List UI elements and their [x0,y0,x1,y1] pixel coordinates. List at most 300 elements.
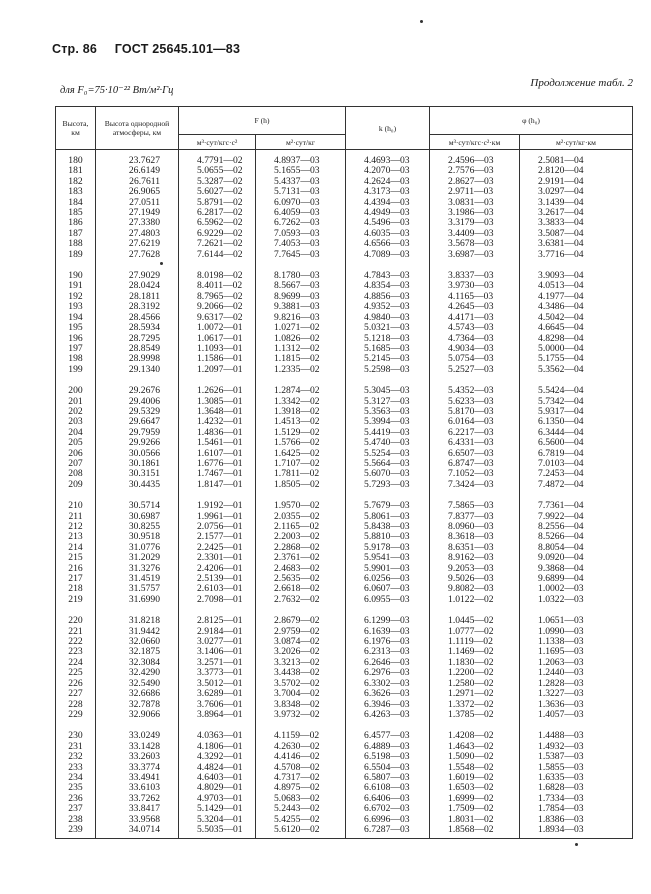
cell-homogeneous: 30.9518 [96,532,179,542]
cell-homogeneous: 28.8549 [96,344,179,354]
cell-phi2: 4.3486—04 [520,302,633,312]
cell-k: 5.8438—03 [346,522,430,532]
cell-phi2: 1.2828—03 [520,679,633,689]
cell-homogeneous: 27.6219 [96,239,179,249]
cell-k: 4.4949—03 [346,208,430,218]
cell-F2: 4.4146—02 [256,752,346,762]
cell-homogeneous: 31.0776 [96,543,179,553]
cell-phi1: 9.2053—03 [430,564,520,574]
cell-phi2: 7.2453—04 [520,469,633,479]
cell-phi2: 5.3562—04 [520,365,633,375]
cell-homogeneous: 32.5490 [96,679,179,689]
cell-height: 188 [56,239,96,249]
cell-k: 6.5198—03 [346,752,430,762]
cell-F1: 1.2097—01 [179,365,256,375]
cell-height: 224 [56,658,96,668]
cell-F2: 2.4683—02 [256,564,346,574]
cell-F1: 3.2571—01 [179,658,256,668]
cell-phi1: 1.0777—02 [430,627,520,637]
table-row [56,480,633,490]
col-header-phi-unit2: м²·сут/кг·км [520,135,633,150]
cell-k: 5.6070—03 [346,469,430,479]
cell-homogeneous: 28.4566 [96,313,179,323]
cell-k: 5.1685—03 [346,344,430,354]
cell-k: 6.0256—03 [346,574,430,584]
cell-F2: 1.5129—02 [256,428,346,438]
cell-phi2: 6.3444—04 [520,428,633,438]
cell-F2: 2.1165—02 [256,522,346,532]
cell-F1: 5.0655—02 [179,166,256,176]
page-header [52,42,254,56]
cell-F1: 5.1429—01 [179,804,256,814]
cell-phi1: 1.6999—02 [430,794,520,804]
cell-F2: 1.9570—02 [256,501,346,511]
cell-phi1: 6.0164—03 [430,417,520,427]
cell-homogeneous: 30.5714 [96,501,179,511]
cell-homogeneous: 29.1340 [96,365,179,375]
cell-height: 212 [56,522,96,532]
cell-F2: 7.0593—03 [256,229,346,239]
cell-F2: 5.0683—02 [256,794,346,804]
continuation-label: Продолжение табл. 2 [530,77,633,89]
cell-k: 6.6108—03 [346,783,430,793]
cell-phi1: 3.3179—03 [430,218,520,228]
cell-homogeneous: 30.4435 [96,480,179,490]
cell-F1: 2.1577—01 [179,532,256,542]
cell-F2: 1.7811—02 [256,469,346,479]
cell-phi2: 3.0297—04 [520,187,633,197]
table-row [56,386,633,396]
cell-phi1: 6.6507—03 [430,449,520,459]
cell-phi1: 7.3424—03 [430,480,520,490]
cell-height: 205 [56,438,96,448]
cell-k: 6.3626—03 [346,689,430,699]
cell-homogeneous: 28.5934 [96,323,179,333]
cell-k: 6.0607—03 [346,584,430,594]
scan-speck [160,262,163,265]
cell-phi1: 1.2580—02 [430,679,520,689]
cell-phi1: 1.8568—02 [430,825,520,839]
cell-F1: 2.8125—01 [179,616,256,626]
cell-phi2: 2.5081—04 [520,156,633,166]
cell-height: 239 [56,825,96,839]
cell-phi1: 2.4596—03 [430,156,520,166]
col-header-height: Высота, км [56,107,96,150]
cell-height: 236 [56,794,96,804]
cell-phi1: 3.1986—03 [430,208,520,218]
cell-phi2: 1.2063—03 [520,658,633,668]
cell-height: 200 [56,386,96,396]
cell-k: 6.4577—03 [346,731,430,741]
cell-phi1: 2.7576—03 [430,166,520,176]
cell-F2: 1.1312—02 [256,344,346,354]
cell-F1: 2.5139—01 [179,574,256,584]
cell-phi2: 1.0651—03 [520,616,633,626]
table-row [56,323,633,333]
cell-F1: 1.5461—01 [179,438,256,448]
cell-phi2: 1.8386—03 [520,815,633,825]
cell-F2: 1.2874—02 [256,386,346,396]
cell-phi2: 1.3636—03 [520,700,633,710]
cell-homogeneous: 32.6686 [96,689,179,699]
cell-height: 229 [56,710,96,720]
cell-phi2: 1.3227—03 [520,689,633,699]
scan-speck [420,20,423,23]
cell-phi2: 3.6381—04 [520,239,633,249]
cell-phi2: 5.1755—04 [520,354,633,364]
cell-homogeneous: 33.7262 [96,794,179,804]
cell-phi2: 4.0513—04 [520,281,633,291]
cell-phi1: 1.1119—02 [430,637,520,647]
cell-homogeneous: 27.9029 [96,271,179,281]
cell-k: 6.4889—03 [346,742,430,752]
cell-height: 218 [56,584,96,594]
cell-homogeneous: 28.3192 [96,302,179,312]
cell-F1: 9.6317—02 [179,313,256,323]
cell-height: 190 [56,271,96,281]
cell-phi1: 1.0122—02 [430,595,520,605]
cell-F1: 4.7791—02 [179,156,256,166]
cell-height: 185 [56,208,96,218]
cell-F2: 4.5708—02 [256,763,346,773]
cell-phi2: 8.5266—04 [520,532,633,542]
cell-homogeneous: 28.7295 [96,334,179,344]
cell-F2: 3.2026—02 [256,647,346,657]
data-table-wrapper [55,106,633,839]
cell-homogeneous: 31.4519 [96,574,179,584]
cell-homogeneous: 33.9568 [96,815,179,825]
cell-phi2: 7.0103—04 [520,459,633,469]
cell-F1: 1.9192—01 [179,501,256,511]
cell-F1: 1.4836—01 [179,428,256,438]
cell-height: 201 [56,397,96,407]
cell-F2: 2.8679—02 [256,616,346,626]
cell-phi1: 4.4171—03 [430,313,520,323]
cell-F1: 3.8964—01 [179,710,256,720]
cell-homogeneous: 28.1811 [96,292,179,302]
cell-F2: 7.4053—03 [256,239,346,249]
cell-F2: 4.7317—02 [256,773,346,783]
cell-F1: 1.1093—01 [179,344,256,354]
cell-F1: 1.9961—01 [179,512,256,522]
cell-F2: 2.7632—02 [256,595,346,605]
cell-k: 6.2646—03 [346,658,430,668]
cell-k: 5.5254—03 [346,449,430,459]
cell-phi1: 5.4352—03 [430,386,520,396]
table-row [56,710,633,720]
cell-phi2: 3.3833—04 [520,218,633,228]
cell-homogeneous: 27.3380 [96,218,179,228]
cell-height: 237 [56,804,96,814]
cell-homogeneous: 31.3276 [96,564,179,574]
cell-k: 6.5807—03 [346,773,430,783]
cell-height: 194 [56,313,96,323]
cell-height: 214 [56,543,96,553]
cell-phi2: 1.8934—03 [520,825,633,839]
cell-phi1: 8.3618—03 [430,532,520,542]
cell-homogeneous: 32.3084 [96,658,179,668]
cell-phi2: 3.1439—04 [520,198,633,208]
cell-phi1: 1.2971—02 [430,689,520,699]
cell-k: 6.2976—03 [346,668,430,678]
cell-homogeneous: 30.6987 [96,512,179,522]
cell-F1: 3.7606—01 [179,700,256,710]
cell-phi1: 2.9711—03 [430,187,520,197]
cell-phi1: 1.4208—02 [430,731,520,741]
cell-height: 230 [56,731,96,741]
cell-k: 5.1218—03 [346,334,430,344]
cell-phi1: 9.8082—03 [430,584,520,594]
cell-phi1: 4.2645—03 [430,302,520,312]
cell-phi1: 1.0445—02 [430,616,520,626]
cell-phi2: 4.8298—04 [520,334,633,344]
cell-k: 4.8856—03 [346,292,430,302]
cell-phi2: 3.5087—04 [520,229,633,239]
cell-homogeneous: 33.6103 [96,783,179,793]
cell-homogeneous: 31.5757 [96,584,179,594]
cell-phi2: 9.0920—04 [520,553,633,563]
data-table [55,106,633,839]
cell-F1: 8.7965—02 [179,292,256,302]
cell-height: 219 [56,595,96,605]
cell-F1: 5.3287—02 [179,177,256,187]
cell-F2: 3.8348—02 [256,700,346,710]
cell-phi2: 1.1695—03 [520,647,633,657]
cell-F1: 4.6403—01 [179,773,256,783]
cell-height: 183 [56,187,96,197]
cell-phi1: 1.6019—02 [430,773,520,783]
cell-homogeneous: 30.0566 [96,449,179,459]
cell-F1: 1.6776—01 [179,459,256,469]
cell-phi2: 1.4057—03 [520,710,633,720]
cell-height: 180 [56,156,96,166]
cell-homogeneous: 32.0660 [96,637,179,647]
cell-k: 6.1299—03 [346,616,430,626]
cell-height: 186 [56,218,96,228]
cell-phi1: 1.3785—02 [430,710,520,720]
cell-k: 5.5664—03 [346,459,430,469]
cell-phi1: 1.3372—02 [430,700,520,710]
cell-phi1: 1.1469—02 [430,647,520,657]
cell-phi2: 3.7716—04 [520,250,633,260]
cell-F2: 1.2335—02 [256,365,346,375]
cell-phi1: 4.9034—03 [430,344,520,354]
col-header-F-unit1: м³·сут/кгс·с² [179,135,256,150]
cell-phi2: 7.9922—04 [520,512,633,522]
cell-F1: 2.6103—01 [179,584,256,594]
cell-homogeneous: 31.6990 [96,595,179,605]
cell-phi2: 9.6899—04 [520,574,633,584]
cell-phi2: 6.1350—04 [520,417,633,427]
cell-k: 5.8061—03 [346,512,430,522]
col-header-F: F (h) [179,107,346,135]
cell-height: 223 [56,647,96,657]
cell-height: 198 [56,354,96,364]
cell-height: 187 [56,229,96,239]
cell-homogeneous: 30.3151 [96,469,179,479]
cell-k: 4.7089—03 [346,250,430,260]
cell-homogeneous: 26.9065 [96,187,179,197]
cell-F1: 1.4232—01 [179,417,256,427]
cell-F2: 3.0874—02 [256,637,346,647]
cell-phi1: 3.0831—03 [430,198,520,208]
cell-F1: 3.3773—01 [179,668,256,678]
cell-k: 5.8810—03 [346,532,430,542]
cell-F2: 5.6120—02 [256,825,346,839]
cell-height: 222 [56,637,96,647]
cell-phi1: 1.6503—02 [430,783,520,793]
cell-height: 202 [56,407,96,417]
cell-height: 233 [56,763,96,773]
cell-F1: 3.6289—01 [179,689,256,699]
cell-homogeneous: 32.4290 [96,668,179,678]
cell-F1: 8.4011—02 [179,281,256,291]
cell-homogeneous: 27.7628 [96,250,179,260]
cell-homogeneous: 29.2676 [96,386,179,396]
cell-k: 4.8354—03 [346,281,430,291]
cell-homogeneous: 33.1428 [96,742,179,752]
cell-homogeneous: 33.0249 [96,731,179,741]
cell-phi2: 1.2440—03 [520,668,633,678]
cell-homogeneous: 32.1875 [96,647,179,657]
cell-F2: 2.5635—02 [256,574,346,584]
cell-F2: 1.5766—02 [256,438,346,448]
cell-F2: 9.3881—03 [256,302,346,312]
cell-phi1: 8.0960—03 [430,522,520,532]
cell-k: 4.2624—03 [346,177,430,187]
cell-F2: 7.7645—03 [256,250,346,260]
cell-F2: 2.0355—02 [256,512,346,522]
cell-k: 6.2313—03 [346,647,430,657]
cell-k: 6.6996—03 [346,815,430,825]
cell-height: 189 [56,250,96,260]
table-row [56,250,633,260]
col-header-phi-unit1: м³·сут/кгс·с²·км [430,135,520,150]
cell-F1: 1.2626—01 [179,386,256,396]
cell-phi2: 6.5600—04 [520,438,633,448]
cell-height: 209 [56,480,96,490]
cell-F2: 1.7107—02 [256,459,346,469]
cell-height: 204 [56,428,96,438]
cell-phi1: 2.8627—03 [430,177,520,187]
cell-phi2: 8.2556—04 [520,522,633,532]
cell-height: 203 [56,417,96,427]
scan-speck [575,843,578,846]
cell-height: 221 [56,627,96,637]
cell-F1: 1.3085—01 [179,397,256,407]
cell-F1: 1.8147—01 [179,480,256,490]
cell-k: 5.3045—03 [346,386,430,396]
cell-F2: 1.3918—02 [256,407,346,417]
cell-homogeneous: 29.6647 [96,417,179,427]
cell-F2: 5.7131—03 [256,187,346,197]
cell-F2: 3.4438—02 [256,668,346,678]
cell-F1: 3.1406—01 [179,647,256,657]
cell-F2: 4.2630—02 [256,742,346,752]
cell-phi2: 5.0000—04 [520,344,633,354]
cell-k: 6.5504—03 [346,763,430,773]
cell-phi2: 2.9191—04 [520,177,633,187]
cell-F1: 4.4824—01 [179,763,256,773]
cell-F2: 2.2003—02 [256,532,346,542]
cell-k: 5.4740—03 [346,438,430,448]
cell-k: 4.4693—03 [346,156,430,166]
cell-homogeneous: 29.5329 [96,407,179,417]
cell-homogeneous: 29.7959 [96,428,179,438]
table-row [56,689,633,699]
cell-k: 6.4263—03 [346,710,430,720]
cell-F1: 4.3292—01 [179,752,256,762]
table-row [56,804,633,814]
cell-homogeneous: 33.2603 [96,752,179,762]
cell-phi1: 3.8337—03 [430,271,520,281]
cell-k: 5.2598—03 [346,365,430,375]
cell-phi2: 3.2617—04 [520,208,633,218]
cell-phi1: 6.2217—03 [430,428,520,438]
cell-F1: 1.1586—01 [179,354,256,364]
cell-homogeneous: 27.0511 [96,198,179,208]
cell-F1: 1.0617—01 [179,334,256,344]
cell-phi1: 1.4643—02 [430,742,520,752]
page-number: Стр. 86 [52,42,98,56]
cell-height: 216 [56,564,96,574]
cell-k: 5.9901—03 [346,564,430,574]
cell-F2: 6.0970—03 [256,198,346,208]
cell-phi1: 3.9730—03 [430,281,520,291]
cell-height: 196 [56,334,96,344]
cell-F2: 8.1780—03 [256,271,346,281]
cell-F1: 1.6107—01 [179,449,256,459]
cell-F2: 6.7262—03 [256,218,346,228]
cell-F2: 1.4513—02 [256,417,346,427]
cell-F2: 5.1655—03 [256,166,346,176]
cell-phi2: 1.0322—03 [520,595,633,605]
cell-F1: 8.0198—02 [179,271,256,281]
cell-homogeneous: 23.7627 [96,156,179,166]
cell-phi2: 1.5387—03 [520,752,633,762]
cell-F2: 1.0271—02 [256,323,346,333]
cell-homogeneous: 31.8218 [96,616,179,626]
cell-k: 5.0321—03 [346,323,430,333]
col-header-k: k (h₀) [346,107,430,150]
cell-k: 5.9178—03 [346,543,430,553]
cell-height: 232 [56,752,96,762]
cell-height: 213 [56,532,96,542]
col-header-homogeneous: Высота однородной атмосферы, км [96,107,179,150]
cell-F2: 8.5667—03 [256,281,346,291]
cell-phi1: 5.8170—03 [430,407,520,417]
cell-F1: 4.9703—01 [179,794,256,804]
cell-F1: 5.3204—01 [179,815,256,825]
cell-phi2: 1.4488—03 [520,731,633,741]
cell-k: 6.7287—03 [346,825,430,839]
cell-phi1: 4.7364—03 [430,334,520,344]
cell-k: 4.5496—03 [346,218,430,228]
cell-F2: 2.2868—02 [256,543,346,553]
cell-F2: 5.4255—02 [256,815,346,825]
cell-phi2: 5.7342—04 [520,397,633,407]
cell-height: 199 [56,365,96,375]
cell-F1: 4.8029—01 [179,783,256,793]
cell-F2: 6.4059—03 [256,208,346,218]
cell-F1: 2.2425—01 [179,543,256,553]
cell-phi2: 6.7819—04 [520,449,633,459]
cell-k: 5.2145—03 [346,354,430,364]
cell-height: 206 [56,449,96,459]
cell-height: 220 [56,616,96,626]
cell-phi1: 8.6351—03 [430,543,520,553]
col-header-F-unit2: м²·сут/кг [256,135,346,150]
